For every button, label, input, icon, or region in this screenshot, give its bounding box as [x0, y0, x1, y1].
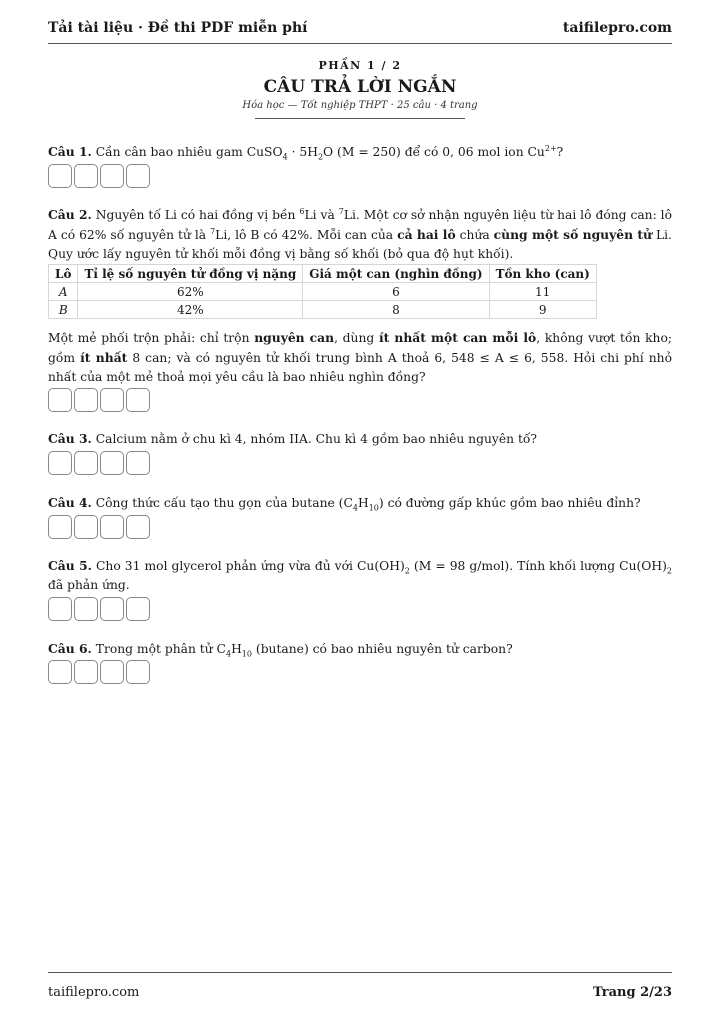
answer-boxes-2 [48, 388, 150, 412]
answer-box[interactable] [100, 164, 124, 188]
question-number: Câu 5. [48, 558, 92, 573]
question-text: Cần cân bao nhiêu gam CuSO [91, 145, 283, 159]
question-2 [48, 205, 672, 264]
table-cell: 42% [78, 301, 303, 319]
part-label: PHẦN 1 / 2 [318, 59, 402, 72]
table-cell: 11 [489, 283, 596, 301]
question-text: ) có đường gấp khúc gồm bao nhiêu đỉnh? [378, 496, 641, 510]
answer-box[interactable] [126, 388, 150, 412]
table-cell: A [49, 283, 78, 301]
section-subtitle: Hóa học — Tốt nghiệp THPT · 25 câu · 4 trang [242, 100, 478, 111]
answer-box[interactable] [126, 515, 150, 539]
answer-box[interactable] [74, 451, 98, 475]
answer-box[interactable] [126, 660, 150, 684]
question-text: Cho 31 mol glycerol phản ứng vừa đủ với Cu(OH) [91, 559, 405, 573]
question-number: Câu 1. [48, 144, 92, 159]
superscript: 2+ [544, 143, 557, 153]
table-cell: 9 [489, 301, 596, 319]
superscript: 7 [210, 226, 216, 236]
table-cell: 8 [303, 301, 489, 319]
answer-box[interactable] [100, 451, 124, 475]
question-3 [48, 429, 672, 449]
answer-box[interactable] [74, 515, 98, 539]
table-header: Tồn kho (can) [489, 265, 596, 283]
subscript: 2 [317, 152, 324, 162]
subscript: 10 [368, 503, 379, 513]
question-number: Câu 3. [48, 431, 92, 446]
question-text: ? [556, 145, 564, 159]
answer-boxes-1 [48, 164, 150, 188]
answer-box[interactable] [74, 164, 98, 188]
table-header: Tỉ lệ số nguyên tử đồng vị nặng [78, 265, 303, 283]
answer-boxes-4 [48, 515, 150, 539]
title-block [48, 58, 672, 119]
superscript: 6 [299, 206, 305, 216]
answer-box[interactable] [74, 597, 98, 621]
question-text: H [231, 642, 242, 656]
answer-boxes-6 [48, 660, 150, 684]
answer-box[interactable] [48, 451, 72, 475]
subscript: 4 [282, 152, 288, 162]
answer-boxes-5 [48, 597, 150, 621]
table-cell: 62% [78, 283, 303, 301]
question-text: Li và [304, 208, 339, 222]
table-cell: B [49, 301, 78, 319]
answer-box[interactable] [100, 660, 124, 684]
section-title: CÂU TRẢ LỜI NGẮN [263, 77, 457, 97]
question-text: · 5H [287, 145, 318, 159]
question-2-conditions [48, 328, 672, 387]
bold-text: cùng một số nguyên tử [493, 227, 652, 242]
question-5 [48, 556, 672, 595]
subscript: 4 [225, 649, 232, 659]
question-number: Câu 2. [48, 207, 92, 222]
page-header [48, 12, 672, 44]
bold-text: nguyên can [254, 330, 335, 345]
question-text: (butane) có bao nhiêu nguyên tử carbon? [251, 642, 513, 656]
answer-box[interactable] [100, 388, 124, 412]
answer-boxes-3 [48, 451, 150, 475]
footer-domain[interactable]: taifilepro.com [48, 985, 140, 1000]
question-number: Câu 4. [48, 495, 92, 510]
question-4 [48, 493, 672, 513]
answer-box[interactable] [74, 388, 98, 412]
table-header-row [49, 265, 597, 283]
answer-box[interactable] [48, 388, 72, 412]
question-text: đã phản ứng. [48, 578, 130, 592]
table-row [49, 283, 597, 301]
subscript: 2 [666, 566, 672, 576]
question-text: Công thức cấu tạo thu gọn của butane (C [91, 496, 353, 510]
table-header: Giá một can (nghìn đồng) [303, 265, 489, 283]
superscript: 7 [338, 206, 344, 216]
bold-text: ít nhất [80, 350, 128, 365]
subscript: 10 [241, 649, 252, 659]
question-text: 8 can; và có nguyên tử khối trung bình A thoả 6, 548 ≤ A ≤ 6, 558. Hỏi chi phí nhỏ nhất của một mẻ thoả mọi yêu cầu là bao nhiêu nghìn đồng? [48, 351, 672, 384]
bold-text: ít nhất một can mỗi lô [378, 330, 537, 345]
question-6 [48, 639, 672, 659]
question-text: Li, lô B có 42%. Mỗi can của [215, 228, 398, 242]
question-text: H [357, 496, 369, 510]
table-header: Lô [49, 265, 78, 283]
title-divider [255, 118, 465, 119]
question-text: O (M = 250) để có 0, 06 mol ion Cu [323, 145, 545, 159]
table-row [49, 301, 597, 319]
answer-box[interactable] [48, 164, 72, 188]
answer-box[interactable] [126, 164, 150, 188]
table-cell: 6 [303, 283, 489, 301]
page-number: Trang 2/23 [593, 985, 672, 1000]
answer-box[interactable] [48, 660, 72, 684]
subscript: 2 [404, 566, 410, 576]
question-text: chứa [455, 228, 494, 242]
answer-box[interactable] [74, 660, 98, 684]
answer-box[interactable] [100, 515, 124, 539]
bold-text: cả hai lô [397, 227, 456, 242]
question-1 [48, 142, 672, 162]
answer-box[interactable] [48, 515, 72, 539]
question-text: (M = 98 g/mol). Tính khối lượng Cu(OH) [409, 559, 667, 573]
question-text: Một mẻ phối trộn phải: chỉ trộn [48, 331, 255, 345]
question-text: Li. Quy ước lấy nguyên tử khối mỗi đồng vị bằng số khối (bỏ qua độ hụt khối). [48, 228, 672, 261]
question-number: Câu 6. [48, 641, 92, 656]
answer-box[interactable] [126, 597, 150, 621]
header-site-title: Tải tài liệu · Đề thi PDF miễn phí [48, 19, 308, 36]
question-text: Trong một phân tử C [91, 642, 226, 656]
question-text: , không vượt tồn kho; gồm [48, 331, 672, 365]
header-site-domain[interactable]: taifilepro.com [562, 19, 672, 36]
question-text: Li. Một cơ sở nhận nguyên liệu từ hai lô đóng can: lô A có 62% số nguyên tử là [48, 208, 672, 242]
answer-box[interactable] [126, 451, 150, 475]
page-footer [48, 972, 672, 1012]
answer-box[interactable] [48, 597, 72, 621]
subscript: 4 [352, 503, 358, 513]
lot-table [48, 264, 597, 319]
question-text: Nguyên tố Li có hai đồng vị bền [91, 208, 300, 222]
answer-box[interactable] [100, 597, 124, 621]
question-text: Calcium nằm ở chu kì 4, nhóm IIA. Chu kì 4 gồm bao nhiêu nguyên tố? [91, 432, 538, 446]
question-text: , dùng [334, 331, 379, 345]
